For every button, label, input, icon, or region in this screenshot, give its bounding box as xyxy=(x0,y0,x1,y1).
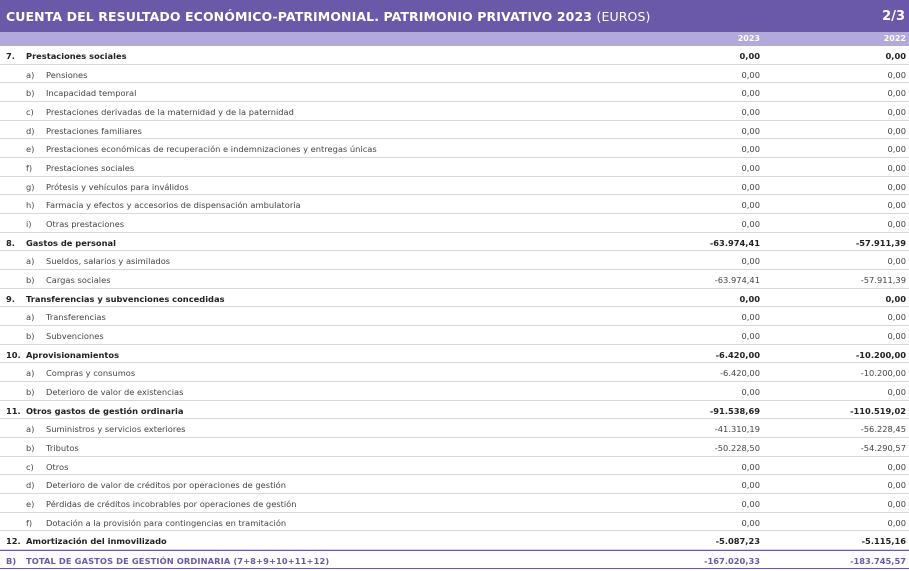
row-value-2022: 0,00 xyxy=(887,219,906,230)
row-label: Transferencias y subvenciones concedidas xyxy=(26,293,225,304)
section-row xyxy=(0,345,909,364)
table-row xyxy=(0,475,909,494)
row-number: 10. xyxy=(6,349,21,360)
row-label: Otros gastos de gestión ordinaria xyxy=(26,405,184,416)
row-value-2023: -6.420,00 xyxy=(720,368,760,379)
row-value-2023: 0,00 xyxy=(741,144,760,155)
row-label: Prestaciones derivadas de la maternidad y de la paternidad xyxy=(46,107,294,118)
row-number: e) xyxy=(26,144,35,155)
table-row xyxy=(0,438,909,457)
row-value-2022: 0,00 xyxy=(887,256,906,267)
row-value-2023: -91.538,69 xyxy=(709,405,760,416)
table-row xyxy=(0,158,909,177)
row-value-2022: 0,00 xyxy=(887,461,906,472)
row-value-2023: 0,00 xyxy=(741,219,760,230)
row-value-2023: 0,00 xyxy=(741,499,760,510)
row-value-2022: 0,00 xyxy=(887,144,906,155)
row-value-2022: 0,00 xyxy=(887,517,906,528)
row-value-2022: -10.200,00 xyxy=(855,349,906,360)
row-number: b) xyxy=(26,275,35,286)
row-value-2022: -183.745,57 xyxy=(850,556,906,567)
row-value-2022: 0,00 xyxy=(887,331,906,342)
row-value-2022: 0,00 xyxy=(887,312,906,323)
row-label: Deterioro de valor de créditos por operaciones de gestión xyxy=(46,480,286,491)
row-number: a) xyxy=(26,256,35,267)
row-label: Cargas sociales xyxy=(46,275,111,286)
row-label: Prestaciones económicas de recuperación e indemnizaciones y entregas únicas xyxy=(46,144,377,155)
row-value-2022: 0,00 xyxy=(887,387,906,398)
row-label: Dotación a la provisión para contingencias en tramitación xyxy=(46,517,287,528)
section-row xyxy=(0,46,909,65)
row-number: f) xyxy=(26,163,33,174)
report-unit: (EUROS) xyxy=(596,8,651,24)
row-value-2022: 0,00 xyxy=(885,51,906,61)
row-value-2022: 0,00 xyxy=(887,499,906,510)
table-row xyxy=(0,102,909,121)
report-title xyxy=(6,9,650,24)
row-value-2022: -10.200,00 xyxy=(860,368,906,379)
row-value-2023: 0,00 xyxy=(739,293,760,304)
row-number: f) xyxy=(26,517,33,528)
row-number: 11. xyxy=(6,405,21,416)
table-row xyxy=(0,65,909,84)
row-number: a) xyxy=(26,424,35,435)
row-label: Tributos xyxy=(46,443,79,454)
row-value-2023: 0,00 xyxy=(741,312,760,323)
row-label: Farmacia y efectos y accesorios de dispensación ambulatoria xyxy=(46,200,301,211)
row-label: Otras prestaciones xyxy=(46,219,125,230)
table-row xyxy=(0,121,909,140)
row-number: b) xyxy=(26,331,35,342)
row-value-2022: -57.911,39 xyxy=(860,275,906,286)
row-label: Prótesis y vehículos para inválidos xyxy=(46,181,189,192)
row-value-2023: 0,00 xyxy=(741,387,760,398)
row-value-2023: 0,00 xyxy=(741,69,760,80)
row-value-2023: 0,00 xyxy=(741,125,760,136)
row-number: i) xyxy=(26,219,32,230)
section-row xyxy=(0,233,909,252)
row-value-2023: 0,00 xyxy=(741,88,760,99)
table-row xyxy=(0,214,909,233)
row-value-2022: 0,00 xyxy=(887,163,906,174)
table-row xyxy=(0,382,909,401)
row-value-2023: 0,00 xyxy=(741,200,760,211)
table-row xyxy=(0,513,909,532)
row-value-2022: 0,00 xyxy=(887,69,906,80)
row-value-2022: -5.115,16 xyxy=(861,536,906,547)
row-value-2022: -57.911,39 xyxy=(855,237,906,248)
row-label: Prestaciones familiares xyxy=(46,125,142,136)
row-value-2023: 0,00 xyxy=(739,51,760,61)
column-header-bar xyxy=(0,32,909,46)
row-number: a) xyxy=(26,312,35,323)
row-value-2022: -54.290,57 xyxy=(860,443,906,454)
row-value-2023: 0,00 xyxy=(741,331,760,342)
row-value-2022: 0,00 xyxy=(887,181,906,192)
section-row xyxy=(0,531,909,550)
row-label: Subvenciones xyxy=(46,331,104,342)
row-label: Pensiones xyxy=(46,69,88,80)
row-number: d) xyxy=(26,125,35,136)
table-row xyxy=(0,419,909,438)
section-row xyxy=(0,401,909,420)
table-row xyxy=(0,83,909,102)
row-value-2022: 0,00 xyxy=(887,125,906,136)
row-value-2022: 0,00 xyxy=(887,200,906,211)
row-number: h) xyxy=(26,200,35,211)
row-label: Incapacidad temporal xyxy=(46,88,137,99)
statement-table xyxy=(0,46,909,569)
row-number: B) xyxy=(6,556,17,567)
total-row xyxy=(0,550,909,569)
row-label: Prestaciones sociales xyxy=(26,51,127,61)
row-number: 12. xyxy=(6,536,21,547)
table-row xyxy=(0,195,909,214)
row-number: 9. xyxy=(6,293,15,304)
row-label: Aprovisionamientos xyxy=(26,349,120,360)
report-title-text: CUENTA DEL RESULTADO ECONÓMICO-PATRIMONIAL. PATRIMONIO PRIVATIVO 2023 xyxy=(6,8,593,24)
row-value-2023: 0,00 xyxy=(741,461,760,472)
row-number: c) xyxy=(26,461,34,472)
row-label: Compras y consumos xyxy=(46,368,136,379)
row-number: g) xyxy=(26,181,35,192)
table-row xyxy=(0,363,909,382)
row-value-2023: 0,00 xyxy=(741,163,760,174)
row-value-2023: 0,00 xyxy=(741,256,760,267)
row-label: Transferencias xyxy=(46,312,106,323)
table-row xyxy=(0,307,909,326)
section-row xyxy=(0,289,909,308)
row-value-2023: -41.310,19 xyxy=(714,424,760,435)
row-value-2022: -110.519,02 xyxy=(850,405,906,416)
row-value-2022: 0,00 xyxy=(885,293,906,304)
row-value-2023: -63.974,41 xyxy=(714,275,760,286)
row-value-2023: 0,00 xyxy=(741,107,760,118)
row-value-2023: -167.020,33 xyxy=(704,556,760,567)
column-header-2022: 2022 xyxy=(883,34,906,43)
table-row xyxy=(0,270,909,289)
row-number: b) xyxy=(26,443,35,454)
row-value-2023: -6.420,00 xyxy=(715,349,760,360)
page-number: 2/3 xyxy=(882,8,905,24)
row-number: b) xyxy=(26,387,35,398)
row-label: Otros xyxy=(46,461,69,472)
row-value-2023: 0,00 xyxy=(741,517,760,528)
row-value-2022: 0,00 xyxy=(887,107,906,118)
table-row xyxy=(0,457,909,476)
row-label: Gastos de personal xyxy=(26,237,116,248)
row-label: Deterioro de valor de existencias xyxy=(46,387,184,398)
row-label: Amortización del inmovilizado xyxy=(26,536,167,547)
row-label: Suministros y servicios exteriores xyxy=(46,424,186,435)
row-value-2022: 0,00 xyxy=(887,480,906,491)
row-value-2022: -56.228,45 xyxy=(860,424,906,435)
table-row xyxy=(0,177,909,196)
table-row xyxy=(0,251,909,270)
row-number: 8. xyxy=(6,237,15,248)
table-row xyxy=(0,139,909,158)
row-value-2023: -50.228,50 xyxy=(714,443,760,454)
row-number: b) xyxy=(26,88,35,99)
column-header-2023: 2023 xyxy=(737,34,760,43)
row-value-2023: -63.974,41 xyxy=(709,237,760,248)
table-row xyxy=(0,494,909,513)
row-label: Prestaciones sociales xyxy=(46,163,135,174)
row-number: e) xyxy=(26,499,35,510)
row-label: Pérdidas de créditos incobrables por operaciones de gestión xyxy=(46,499,297,510)
row-value-2023: -5.087,23 xyxy=(715,536,760,547)
title-bar xyxy=(0,0,909,32)
row-value-2023: 0,00 xyxy=(741,480,760,491)
row-label: TOTAL DE GASTOS DE GESTIÓN ORDINARIA (7+8+9+10+11+12) xyxy=(26,556,330,567)
row-number: a) xyxy=(26,368,35,379)
row-number: 7. xyxy=(6,51,15,61)
row-value-2022: 0,00 xyxy=(887,88,906,99)
table-row xyxy=(0,326,909,345)
row-number: c) xyxy=(26,107,34,118)
row-number: d) xyxy=(26,480,35,491)
row-value-2023: 0,00 xyxy=(741,181,760,192)
row-label: Sueldos, salarios y asimilados xyxy=(46,256,171,267)
row-number: a) xyxy=(26,69,35,80)
